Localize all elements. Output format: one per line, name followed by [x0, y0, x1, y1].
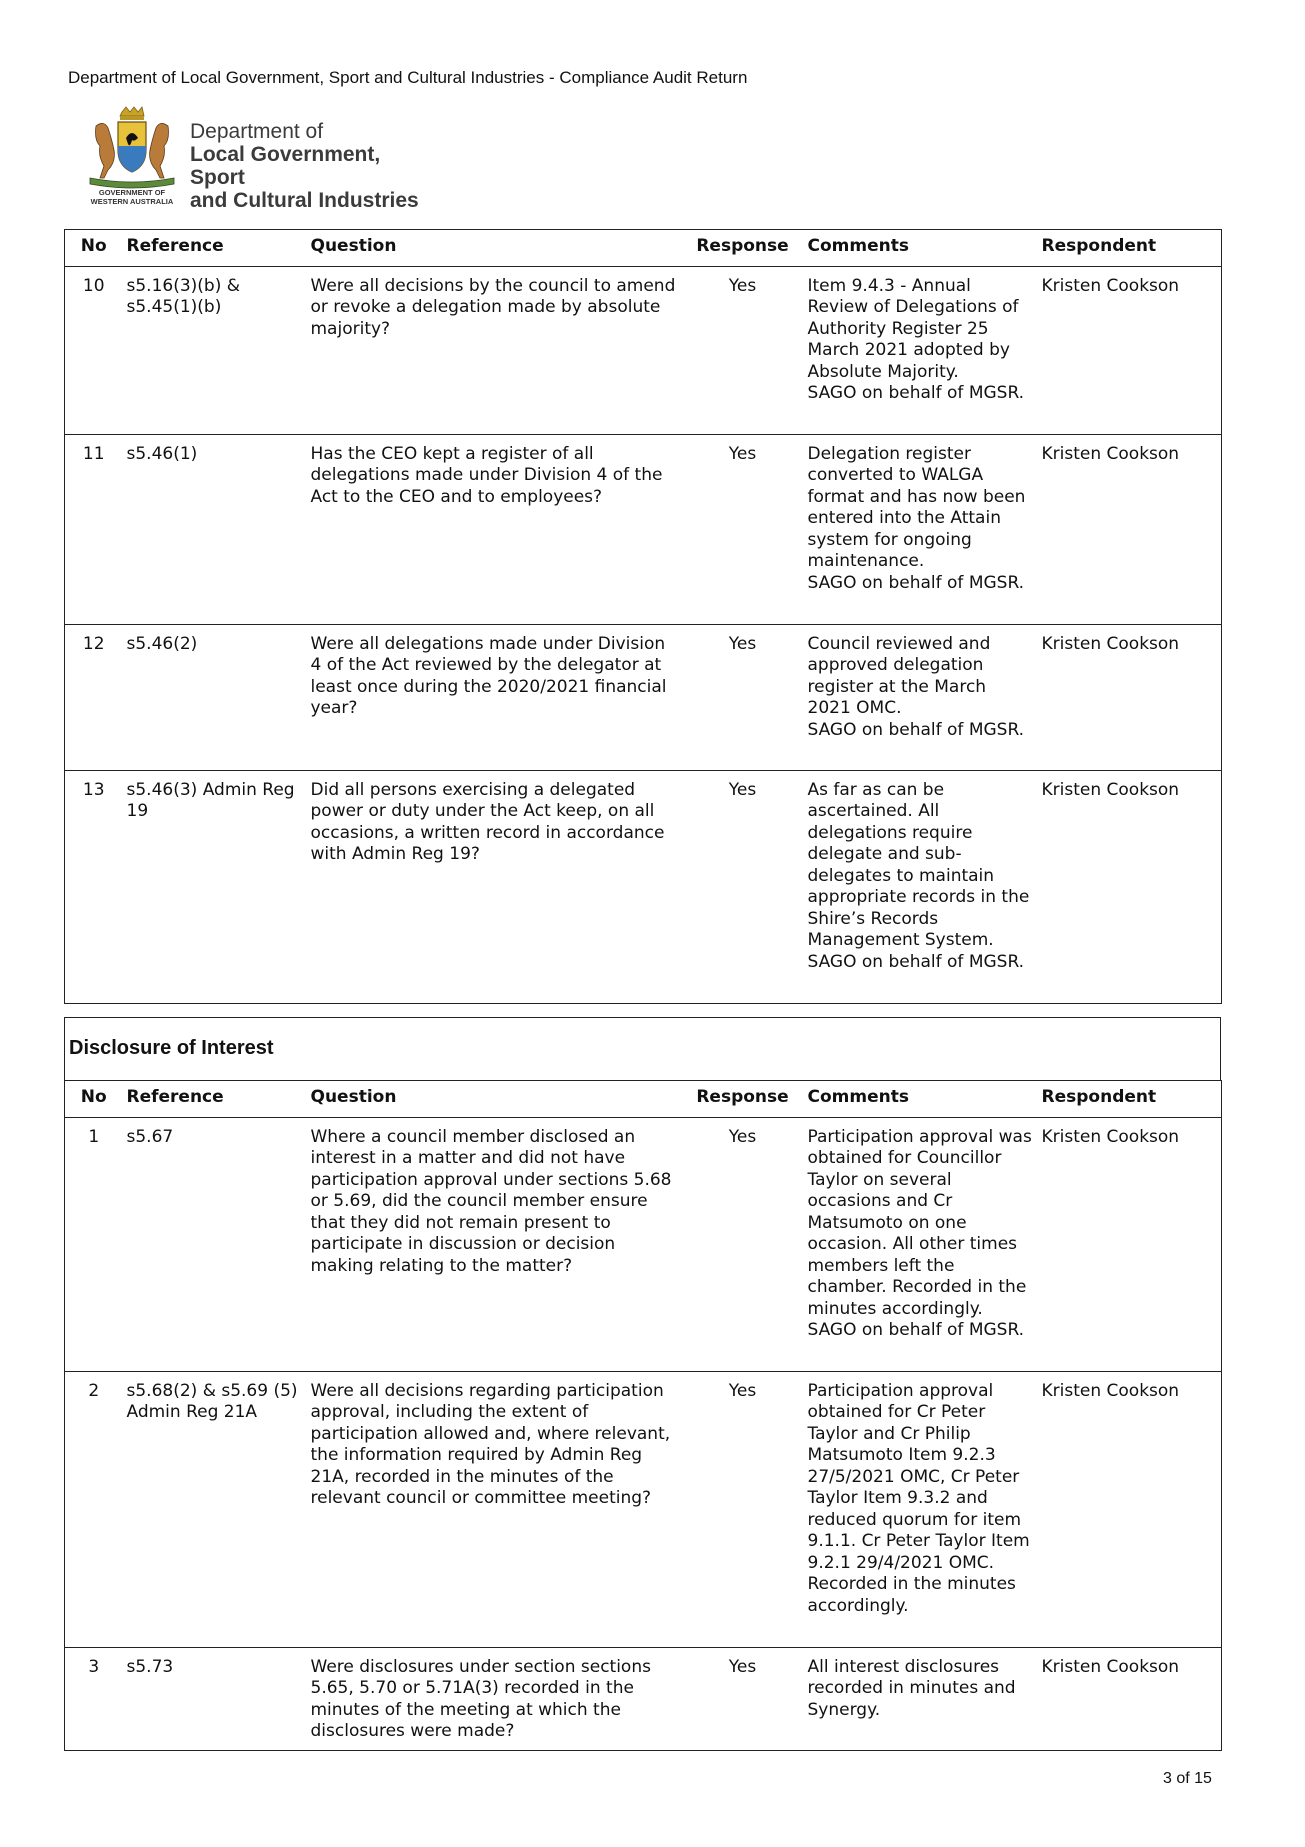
- row-response: Yes: [682, 1647, 804, 1750]
- row-question: Were all decisions regarding participation approval, including the extent of participation allowed and, where relevant, the information required by Admin Reg 21A, recorded in the minutes of the relevant council or committee meeting?: [307, 1371, 682, 1647]
- row-respondent: Kristen Cookson: [1038, 1647, 1222, 1750]
- table-row: [65, 1647, 1222, 1750]
- department-name: [190, 120, 438, 212]
- row-comments: Participation approval was obtained for Councillor Taylor on several occasions and Cr Matsumoto on one occasion. All other times members left the chamber. Recorded in the minutes accordingly. SAGO on behalf of MGSR.: [804, 1117, 1038, 1371]
- table-header-row: [65, 1081, 1222, 1118]
- column-header-response: Response: [682, 230, 804, 267]
- row-response: Yes: [682, 1371, 804, 1647]
- section-title: Disclosure of Interest: [69, 1037, 274, 1059]
- row-no: 10: [65, 266, 123, 434]
- gov-line-2: WESTERN AUSTRALIA: [90, 197, 174, 206]
- row-comments: Council reviewed and approved delegation register at the March 2021 OMC. SAGO on behalf of MGSR.: [804, 624, 1038, 770]
- department-logo: [78, 106, 438, 212]
- row-no: 13: [65, 770, 123, 1003]
- running-title: Department of Local Government, Sport and Cultural Industries - Compliance Audit Return: [68, 68, 748, 87]
- column-header-question: Question: [307, 230, 682, 267]
- page-number: 3 of 15: [1163, 1770, 1212, 1787]
- row-reference: s5.46(3) Admin Reg 19: [123, 770, 307, 1003]
- column-header-question: Question: [307, 1081, 682, 1118]
- row-no: 3: [65, 1647, 123, 1750]
- row-respondent: Kristen Cookson: [1038, 770, 1222, 1003]
- row-response: Yes: [682, 770, 804, 1003]
- disclosure-table: [64, 1080, 1222, 1751]
- row-question: Did all persons exercising a delegated power or duty under the Act keep, on all occasions, a written record in accordance with Admin Reg 19?: [307, 770, 682, 1003]
- row-no: 1: [65, 1117, 123, 1371]
- column-header-respondent: Respondent: [1038, 230, 1222, 267]
- row-no: 11: [65, 434, 123, 624]
- row-no: 12: [65, 624, 123, 770]
- row-question: Has the CEO kept a register of all delegations made under Division 4 of the Act to the CEO and to employees?: [307, 434, 682, 624]
- table-row: [65, 434, 1222, 624]
- row-reference: s5.46(2): [123, 624, 307, 770]
- row-respondent: Kristen Cookson: [1038, 1117, 1222, 1371]
- row-respondent: Kristen Cookson: [1038, 434, 1222, 624]
- government-label: [78, 188, 186, 206]
- row-respondent: Kristen Cookson: [1038, 266, 1222, 434]
- table-row: [65, 1371, 1222, 1647]
- logo-line-1: Department of: [190, 120, 324, 143]
- row-reference: s5.67: [123, 1117, 307, 1371]
- row-response: Yes: [682, 1117, 804, 1371]
- row-reference: s5.16(3)(b) & s5.45(1)(b): [123, 266, 307, 434]
- logo-line-2: Local Government, Sport: [190, 143, 381, 189]
- column-header-reference: Reference: [123, 1081, 307, 1118]
- column-header-no: No: [65, 230, 123, 267]
- gov-line-1: GOVERNMENT OF: [98, 188, 166, 197]
- row-reference: s5.46(1): [123, 434, 307, 624]
- row-respondent: Kristen Cookson: [1038, 1371, 1222, 1647]
- row-reference: s5.68(2) & s5.69 (5) Admin Reg 21A: [123, 1371, 307, 1647]
- logo-line-3: and Cultural Industries: [190, 189, 419, 212]
- row-question: Were disclosures under section sections 5.65, 5.70 or 5.71A(3) recorded in the minutes of the meeting at which the disclosures were made?: [307, 1647, 682, 1750]
- row-reference: s5.73: [123, 1647, 307, 1750]
- column-header-comments: Comments: [804, 230, 1038, 267]
- row-comments: Participation approval obtained for Cr Peter Taylor and Cr Philip Matsumoto Item 9.2.3 27/5/2021 OMC, Cr Peter Taylor Item 9.3.2 and reduced quorum for item 9.1.1. Cr Peter Taylor Item 9.2.1 29/4/2021 OMC. Recorded in the minutes accordingly.: [804, 1371, 1038, 1647]
- row-question: Were all delegations made under Division 4 of the Act reviewed by the delegator at least once during the 2020/2021 financial year?: [307, 624, 682, 770]
- disclosure-section-header: [64, 1017, 1221, 1081]
- column-header-comments: Comments: [804, 1081, 1038, 1118]
- row-response: Yes: [682, 434, 804, 624]
- column-header-respondent: Respondent: [1038, 1081, 1222, 1118]
- column-header-reference: Reference: [123, 230, 307, 267]
- table-row: [65, 1117, 1222, 1371]
- row-comments: Item 9.4.3 - Annual Review of Delegations of Authority Register 25 March 2021 adopted by Absolute Majority. SAGO on behalf of MGSR.: [804, 266, 1038, 434]
- row-response: Yes: [682, 624, 804, 770]
- table-row: [65, 624, 1222, 770]
- row-question: Where a council member disclosed an interest in a matter and did not have participation approval under sections 5.68 or 5.69, did the council member ensure that they did not remain present to participate in discussion or decision making relating to the matter?: [307, 1117, 682, 1371]
- table-row: [65, 266, 1222, 434]
- row-no: 2: [65, 1371, 123, 1647]
- row-comments: Delegation register converted to WALGA format and has now been entered into the Attain system for ongoing maintenance. SAGO on behalf of MGSR.: [804, 434, 1038, 624]
- table-header-row: [65, 230, 1222, 267]
- column-header-no: No: [65, 1081, 123, 1118]
- row-respondent: Kristen Cookson: [1038, 624, 1222, 770]
- row-response: Yes: [682, 266, 804, 434]
- delegations-table: [64, 229, 1222, 1004]
- row-comments: As far as can be ascertained. All delegations require delegate and sub-delegates to maintain appropriate records in the Shire’s Records Management System. SAGO on behalf of MGSR.: [804, 770, 1038, 1003]
- table-row: [65, 770, 1222, 1003]
- row-question: Were all decisions by the council to amend or revoke a delegation made by absolute majority?: [307, 266, 682, 434]
- wa-coat-of-arms-icon: [78, 106, 186, 190]
- row-comments: All interest disclosures recorded in minutes and Synergy.: [804, 1647, 1038, 1750]
- column-header-response: Response: [682, 1081, 804, 1118]
